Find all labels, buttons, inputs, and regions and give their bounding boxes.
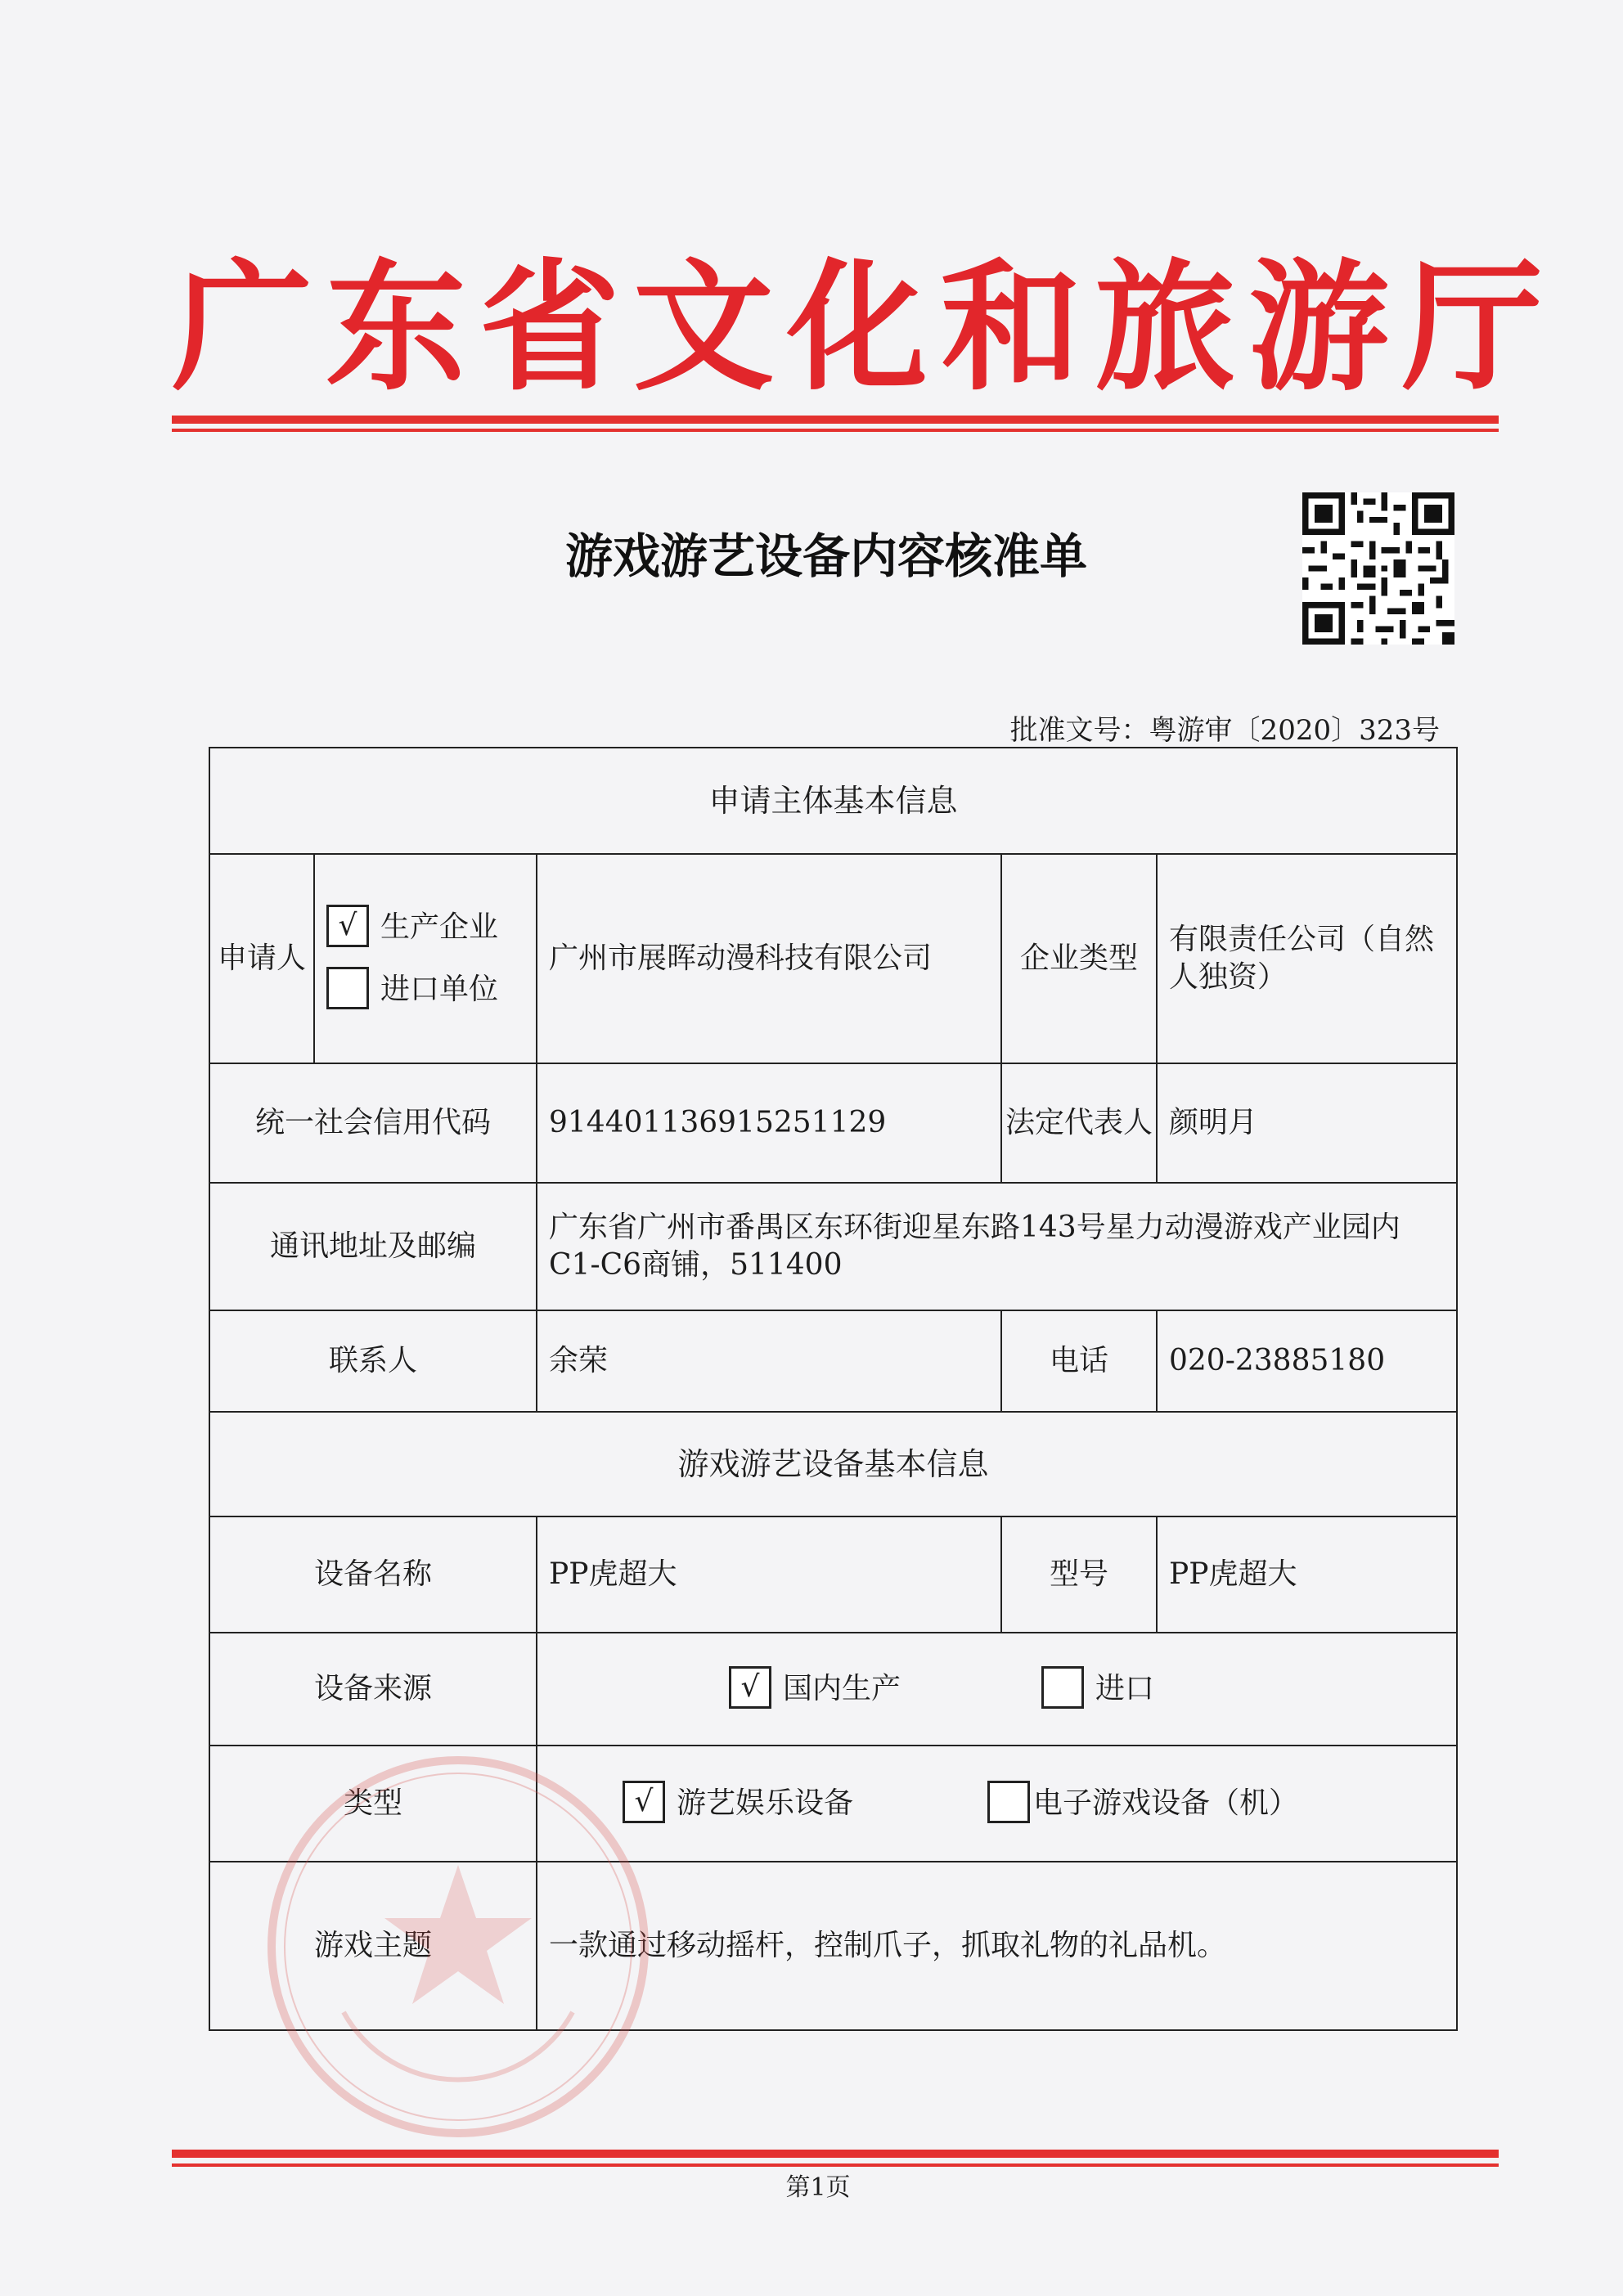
document-title: 游戏游艺设备内容核准单	[564, 528, 1087, 584]
address-label: 通讯地址及邮编	[209, 1183, 537, 1310]
game-theme-label: 游戏主题	[209, 1862, 537, 2030]
game-theme-row	[209, 1862, 1457, 2030]
device-section-header-row	[209, 1412, 1457, 1516]
address-row	[209, 1183, 1457, 1310]
footer-rule-thick	[172, 2150, 1499, 2158]
type-electronic-label: 电子游戏设备（机）	[1033, 1786, 1299, 1820]
company-type-label: 企业类型	[1001, 854, 1157, 1063]
source-domestic-label: 国内生产	[783, 1672, 901, 1705]
applicant-row	[209, 854, 1457, 1063]
phone-value: 020-23885180	[1157, 1310, 1457, 1412]
masthead-rule-thick	[172, 416, 1499, 424]
contact-value: 余荣	[537, 1310, 1001, 1412]
model-label: 型号	[1001, 1516, 1157, 1633]
masthead-rule-thin	[172, 429, 1499, 432]
model-value: PP虎超大	[1157, 1516, 1457, 1633]
type-amusement-label: 游艺娱乐设备	[677, 1786, 854, 1820]
importer-checkbox[interactable]	[326, 967, 369, 1009]
approval-form-table	[209, 747, 1458, 2031]
device-type-options	[537, 1746, 1457, 1862]
credit-code-row	[209, 1063, 1457, 1183]
option-producer	[326, 906, 524, 949]
qr-code-icon	[1302, 492, 1454, 645]
applicant-section-heading: 申请主体基本信息	[209, 748, 1457, 854]
device-type-label: 类型	[209, 1746, 537, 1862]
applicant-label: 申请人	[209, 854, 314, 1063]
company-type-value: 有限责任公司（自然人独资）	[1157, 854, 1457, 1063]
device-source-label: 设备来源	[209, 1633, 537, 1746]
device-type-row	[209, 1746, 1457, 1862]
contact-row	[209, 1310, 1457, 1412]
type-electronic-checkbox[interactable]	[987, 1781, 1030, 1823]
contact-label: 联系人	[209, 1310, 537, 1412]
company-name: 广州市展晖动漫科技有限公司	[537, 854, 1001, 1063]
credit-code-value: 914401136915251129	[537, 1063, 1001, 1183]
source-import-checkbox[interactable]	[1041, 1666, 1084, 1709]
device-source-options	[537, 1633, 1457, 1746]
applicant-section-header-row	[209, 748, 1457, 854]
device-name-label: 设备名称	[209, 1516, 537, 1633]
credit-code-label: 统一社会信用代码	[209, 1063, 537, 1183]
producer-checkbox[interactable]: √	[326, 905, 369, 947]
device-name-row	[209, 1516, 1457, 1633]
device-name-value: PP虎超大	[537, 1516, 1001, 1633]
importer-label: 进口单位	[380, 973, 499, 1006]
legal-rep-value: 颜明月	[1157, 1063, 1457, 1183]
device-source-row	[209, 1633, 1457, 1746]
device-section-heading: 游戏游艺设备基本信息	[209, 1412, 1457, 1516]
phone-label: 电话	[1001, 1310, 1157, 1412]
address-value: 广东省广州市番禺区东环街迎星东路143号星力动漫游戏产业园内C1-C6商铺，511400	[537, 1183, 1457, 1310]
option-importer	[326, 968, 524, 1011]
game-theme-value: 一款通过移动摇杆，控制爪子，抓取礼物的礼品机。	[537, 1862, 1457, 2030]
page-number: 第1页	[785, 2173, 851, 2202]
source-import-label: 进口	[1095, 1672, 1155, 1705]
producer-label: 生产企业	[380, 910, 499, 944]
type-amusement-checkbox[interactable]: √	[623, 1781, 665, 1823]
source-domestic-checkbox[interactable]: √	[729, 1666, 771, 1709]
footer-rule-thin	[172, 2163, 1499, 2167]
agency-masthead: 广东省文化和旅游厅	[172, 244, 1556, 410]
approval-number: 批准文号：粤游审〔2020〕323号	[1009, 714, 1440, 747]
legal-rep-label: 法定代表人	[1001, 1063, 1157, 1183]
applicant-type-options	[314, 854, 537, 1063]
